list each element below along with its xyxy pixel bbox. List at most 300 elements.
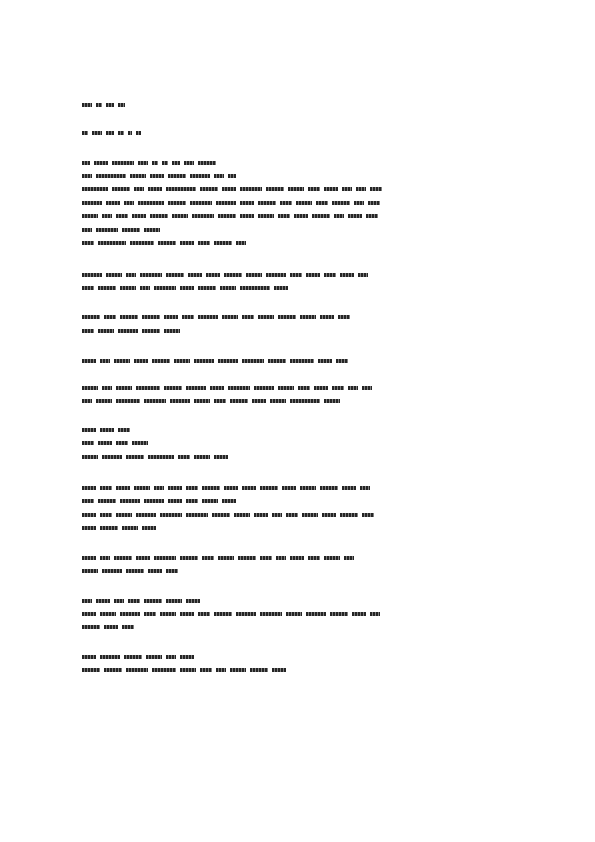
word-mark bbox=[228, 386, 250, 390]
word-mark bbox=[250, 668, 268, 672]
word-mark bbox=[122, 228, 140, 232]
text-line bbox=[82, 128, 141, 137]
word-mark bbox=[148, 187, 162, 191]
word-mark bbox=[100, 359, 110, 363]
word-mark bbox=[144, 599, 162, 603]
text-line bbox=[82, 496, 236, 505]
word-mark bbox=[302, 513, 318, 517]
word-mark bbox=[202, 556, 214, 560]
word-mark bbox=[198, 241, 210, 245]
word-mark bbox=[82, 329, 94, 333]
word-mark bbox=[180, 556, 198, 560]
word-mark bbox=[136, 556, 150, 560]
word-mark bbox=[82, 513, 96, 517]
word-mark bbox=[148, 455, 174, 459]
word-mark bbox=[324, 187, 338, 191]
word-mark bbox=[164, 386, 182, 390]
word-mark bbox=[334, 214, 344, 218]
word-mark bbox=[280, 201, 292, 205]
word-mark bbox=[128, 131, 132, 135]
word-mark bbox=[172, 161, 180, 165]
text-line bbox=[82, 523, 156, 532]
word-mark bbox=[200, 668, 212, 672]
word-mark bbox=[152, 668, 176, 672]
word-mark bbox=[82, 386, 98, 390]
word-mark bbox=[82, 599, 92, 603]
word-mark bbox=[258, 214, 274, 218]
word-mark bbox=[282, 486, 296, 490]
word-mark bbox=[354, 201, 364, 205]
word-mark bbox=[340, 273, 354, 277]
word-mark bbox=[120, 612, 140, 616]
text-line bbox=[82, 622, 134, 631]
word-mark bbox=[102, 455, 122, 459]
word-mark bbox=[126, 273, 136, 277]
word-mark bbox=[286, 513, 298, 517]
word-mark bbox=[134, 486, 150, 490]
word-mark bbox=[130, 241, 154, 245]
word-mark bbox=[180, 286, 194, 290]
word-mark bbox=[138, 201, 164, 205]
word-mark bbox=[100, 486, 112, 490]
word-mark bbox=[82, 103, 92, 107]
word-mark bbox=[254, 386, 274, 390]
text-line bbox=[82, 553, 354, 562]
word-mark bbox=[180, 612, 194, 616]
word-mark bbox=[130, 174, 146, 178]
word-mark bbox=[124, 201, 134, 205]
word-mark bbox=[242, 486, 256, 490]
word-mark bbox=[362, 513, 374, 517]
word-mark bbox=[258, 201, 276, 205]
word-mark bbox=[358, 273, 368, 277]
text-line bbox=[82, 100, 125, 109]
word-mark bbox=[222, 499, 236, 503]
word-mark bbox=[270, 399, 286, 403]
word-mark bbox=[168, 201, 186, 205]
word-mark bbox=[116, 386, 132, 390]
text-line bbox=[82, 211, 378, 220]
word-mark bbox=[82, 174, 92, 178]
word-mark bbox=[162, 161, 168, 165]
word-mark bbox=[132, 441, 148, 445]
word-mark bbox=[92, 131, 102, 135]
word-mark bbox=[100, 556, 110, 560]
word-mark bbox=[214, 455, 228, 459]
word-mark bbox=[286, 612, 302, 616]
word-mark bbox=[116, 513, 132, 517]
word-mark bbox=[206, 273, 220, 277]
word-mark bbox=[152, 359, 170, 363]
word-mark bbox=[368, 201, 380, 205]
word-mark bbox=[194, 399, 210, 403]
text-line bbox=[82, 452, 228, 461]
word-mark bbox=[140, 286, 150, 290]
word-mark bbox=[324, 273, 336, 277]
word-mark bbox=[362, 386, 372, 390]
word-mark bbox=[190, 174, 210, 178]
word-mark bbox=[192, 214, 214, 218]
word-mark bbox=[166, 187, 196, 191]
word-mark bbox=[154, 486, 164, 490]
word-mark bbox=[82, 569, 98, 573]
word-mark bbox=[278, 315, 296, 319]
word-mark bbox=[168, 174, 186, 178]
word-mark bbox=[132, 214, 146, 218]
word-mark bbox=[268, 359, 286, 363]
text-line bbox=[82, 158, 216, 167]
word-mark bbox=[198, 315, 218, 319]
word-mark bbox=[82, 161, 90, 165]
word-mark bbox=[166, 273, 184, 277]
word-mark bbox=[102, 214, 112, 218]
word-mark bbox=[186, 513, 208, 517]
word-mark bbox=[160, 513, 182, 517]
word-mark bbox=[122, 526, 138, 530]
word-mark bbox=[154, 286, 176, 290]
word-mark bbox=[198, 286, 216, 290]
word-mark bbox=[116, 441, 128, 445]
word-mark bbox=[118, 428, 130, 432]
word-mark bbox=[124, 655, 142, 659]
word-mark bbox=[120, 499, 140, 503]
word-mark bbox=[228, 174, 236, 178]
word-mark bbox=[202, 499, 218, 503]
word-mark bbox=[344, 556, 354, 560]
word-mark bbox=[102, 386, 112, 390]
word-mark bbox=[370, 187, 382, 191]
word-mark bbox=[220, 286, 236, 290]
word-mark bbox=[98, 499, 116, 503]
word-mark bbox=[200, 187, 218, 191]
word-mark bbox=[136, 131, 141, 135]
word-mark bbox=[118, 329, 138, 333]
text-line bbox=[82, 665, 286, 674]
word-mark bbox=[112, 161, 134, 165]
word-mark bbox=[222, 315, 238, 319]
word-mark bbox=[134, 187, 144, 191]
word-mark bbox=[82, 526, 96, 530]
word-mark bbox=[186, 499, 198, 503]
word-mark bbox=[260, 486, 278, 490]
word-mark bbox=[332, 201, 350, 205]
word-mark bbox=[274, 286, 288, 290]
word-mark bbox=[100, 513, 112, 517]
word-mark bbox=[218, 214, 236, 218]
word-mark bbox=[348, 386, 358, 390]
word-mark bbox=[96, 599, 110, 603]
word-mark bbox=[82, 399, 92, 403]
word-mark bbox=[164, 315, 178, 319]
word-mark bbox=[332, 386, 344, 390]
word-mark bbox=[164, 329, 180, 333]
word-mark bbox=[324, 399, 340, 403]
word-mark bbox=[278, 214, 290, 218]
word-mark bbox=[214, 399, 226, 403]
word-mark bbox=[366, 214, 378, 218]
word-mark bbox=[236, 612, 256, 616]
text-line bbox=[82, 356, 348, 365]
word-mark bbox=[120, 286, 136, 290]
word-mark bbox=[144, 399, 166, 403]
word-mark bbox=[160, 612, 176, 616]
word-mark bbox=[290, 556, 304, 560]
word-mark bbox=[98, 441, 112, 445]
text-line bbox=[82, 171, 236, 180]
word-mark bbox=[238, 556, 256, 560]
word-mark bbox=[82, 131, 88, 135]
word-mark bbox=[126, 455, 144, 459]
word-mark bbox=[348, 214, 362, 218]
word-mark bbox=[112, 187, 130, 191]
word-mark bbox=[144, 499, 164, 503]
word-mark bbox=[266, 273, 286, 277]
word-mark bbox=[272, 668, 286, 672]
word-mark bbox=[180, 655, 194, 659]
word-mark bbox=[240, 201, 254, 205]
word-mark bbox=[210, 386, 224, 390]
text-line bbox=[82, 425, 130, 434]
word-mark bbox=[82, 441, 94, 445]
word-mark bbox=[100, 612, 116, 616]
word-mark bbox=[174, 359, 190, 363]
text-line bbox=[82, 652, 194, 661]
word-mark bbox=[82, 556, 96, 560]
word-mark bbox=[168, 486, 182, 490]
text-line bbox=[82, 270, 368, 279]
word-mark bbox=[308, 187, 320, 191]
text-line bbox=[82, 396, 340, 405]
word-mark bbox=[106, 273, 122, 277]
word-mark bbox=[186, 486, 198, 490]
word-mark bbox=[82, 655, 96, 659]
word-mark bbox=[222, 187, 236, 191]
word-mark bbox=[230, 668, 246, 672]
word-mark bbox=[186, 386, 206, 390]
word-mark bbox=[172, 214, 188, 218]
word-mark bbox=[184, 161, 194, 165]
word-mark bbox=[144, 612, 156, 616]
word-mark bbox=[82, 455, 98, 459]
word-mark bbox=[82, 612, 96, 616]
word-mark bbox=[82, 273, 102, 277]
word-mark bbox=[224, 273, 242, 277]
word-mark bbox=[360, 486, 370, 490]
word-mark bbox=[234, 513, 250, 517]
text-line bbox=[82, 609, 380, 618]
word-mark bbox=[138, 161, 148, 165]
word-mark bbox=[290, 273, 302, 277]
word-mark bbox=[314, 386, 328, 390]
word-mark bbox=[148, 569, 162, 573]
word-mark bbox=[180, 668, 196, 672]
text-line bbox=[82, 566, 178, 575]
word-mark bbox=[214, 241, 232, 245]
word-mark bbox=[216, 668, 226, 672]
word-mark bbox=[144, 228, 160, 232]
text-line bbox=[82, 283, 288, 292]
word-mark bbox=[106, 103, 114, 107]
word-mark bbox=[140, 273, 162, 277]
word-mark bbox=[330, 612, 348, 616]
word-mark bbox=[240, 214, 254, 218]
word-mark bbox=[320, 315, 334, 319]
text-line bbox=[82, 483, 370, 492]
word-mark bbox=[272, 513, 282, 517]
word-mark bbox=[242, 315, 254, 319]
word-mark bbox=[82, 214, 98, 218]
word-mark bbox=[104, 315, 116, 319]
word-mark bbox=[82, 625, 100, 629]
word-mark bbox=[142, 526, 156, 530]
word-mark bbox=[240, 286, 270, 290]
word-mark bbox=[166, 655, 176, 659]
word-mark bbox=[352, 612, 366, 616]
word-mark bbox=[218, 556, 234, 560]
word-mark bbox=[118, 103, 125, 107]
word-mark bbox=[104, 668, 122, 672]
word-mark bbox=[188, 273, 202, 277]
word-mark bbox=[260, 612, 282, 616]
word-mark bbox=[82, 499, 94, 503]
word-mark bbox=[154, 556, 176, 560]
word-mark bbox=[230, 399, 248, 403]
word-mark bbox=[194, 455, 210, 459]
word-mark bbox=[318, 359, 332, 363]
word-mark bbox=[166, 599, 182, 603]
word-mark bbox=[180, 241, 194, 245]
word-mark bbox=[100, 526, 118, 530]
word-mark bbox=[134, 359, 148, 363]
text-line bbox=[82, 225, 160, 234]
word-mark bbox=[128, 599, 140, 603]
word-mark bbox=[100, 428, 114, 432]
word-mark bbox=[136, 386, 160, 390]
word-mark bbox=[322, 513, 336, 517]
word-mark bbox=[82, 315, 100, 319]
word-mark bbox=[266, 187, 284, 191]
word-mark bbox=[106, 131, 114, 135]
word-mark bbox=[100, 655, 120, 659]
text-line bbox=[82, 326, 180, 335]
word-mark bbox=[252, 399, 266, 403]
word-mark bbox=[82, 428, 96, 432]
word-mark bbox=[178, 455, 190, 459]
word-mark bbox=[298, 386, 310, 390]
word-mark bbox=[146, 655, 162, 659]
word-mark bbox=[102, 569, 122, 573]
word-mark bbox=[96, 399, 112, 403]
word-mark bbox=[116, 486, 130, 490]
word-mark bbox=[122, 625, 134, 629]
text-line bbox=[82, 312, 350, 321]
word-mark bbox=[258, 315, 274, 319]
word-mark bbox=[306, 612, 326, 616]
word-mark bbox=[338, 315, 350, 319]
word-mark bbox=[190, 201, 212, 205]
word-mark bbox=[98, 329, 114, 333]
word-mark bbox=[82, 228, 92, 232]
word-mark bbox=[356, 187, 366, 191]
text-line bbox=[82, 383, 372, 392]
word-mark bbox=[116, 399, 140, 403]
text-line bbox=[82, 510, 374, 519]
word-mark bbox=[186, 599, 200, 603]
word-mark bbox=[166, 569, 178, 573]
word-mark bbox=[150, 214, 168, 218]
word-mark bbox=[236, 241, 246, 245]
word-mark bbox=[290, 359, 314, 363]
word-mark bbox=[300, 315, 316, 319]
word-mark bbox=[242, 359, 264, 363]
word-mark bbox=[214, 612, 232, 616]
word-mark bbox=[224, 486, 238, 490]
word-mark bbox=[370, 612, 380, 616]
word-mark bbox=[106, 201, 120, 205]
word-mark bbox=[98, 241, 126, 245]
word-mark bbox=[198, 612, 210, 616]
word-mark bbox=[142, 329, 160, 333]
word-mark bbox=[306, 273, 320, 277]
word-mark bbox=[296, 201, 312, 205]
word-mark bbox=[118, 131, 124, 135]
word-mark bbox=[342, 187, 352, 191]
word-mark bbox=[340, 513, 358, 517]
word-mark bbox=[94, 161, 108, 165]
word-mark bbox=[294, 214, 308, 218]
word-mark bbox=[170, 399, 190, 403]
word-mark bbox=[218, 359, 238, 363]
word-mark bbox=[142, 315, 160, 319]
word-mark bbox=[126, 569, 144, 573]
word-mark bbox=[300, 486, 316, 490]
word-mark bbox=[96, 228, 118, 232]
word-mark bbox=[240, 187, 262, 191]
word-mark bbox=[168, 499, 182, 503]
word-mark bbox=[276, 556, 286, 560]
word-mark bbox=[194, 359, 214, 363]
word-mark bbox=[278, 386, 294, 390]
word-mark bbox=[82, 286, 94, 290]
word-mark bbox=[290, 399, 320, 403]
word-mark bbox=[324, 556, 340, 560]
word-mark bbox=[116, 214, 128, 218]
word-mark bbox=[212, 513, 230, 517]
word-mark bbox=[82, 187, 108, 191]
word-mark bbox=[198, 161, 216, 165]
text-line bbox=[82, 198, 380, 207]
word-mark bbox=[114, 556, 132, 560]
word-mark bbox=[312, 214, 330, 218]
word-mark bbox=[82, 241, 94, 245]
word-mark bbox=[126, 668, 148, 672]
word-mark bbox=[152, 161, 158, 165]
text-line bbox=[82, 438, 148, 447]
word-mark bbox=[136, 513, 156, 517]
word-mark bbox=[82, 486, 96, 490]
word-mark bbox=[96, 103, 102, 107]
word-mark bbox=[82, 668, 100, 672]
text-line bbox=[82, 238, 246, 247]
word-mark bbox=[104, 625, 118, 629]
word-mark bbox=[316, 201, 328, 205]
word-mark bbox=[336, 359, 348, 363]
text-line bbox=[82, 596, 200, 605]
word-mark bbox=[114, 599, 124, 603]
word-mark bbox=[82, 201, 102, 205]
word-mark bbox=[96, 174, 126, 178]
word-mark bbox=[308, 556, 320, 560]
